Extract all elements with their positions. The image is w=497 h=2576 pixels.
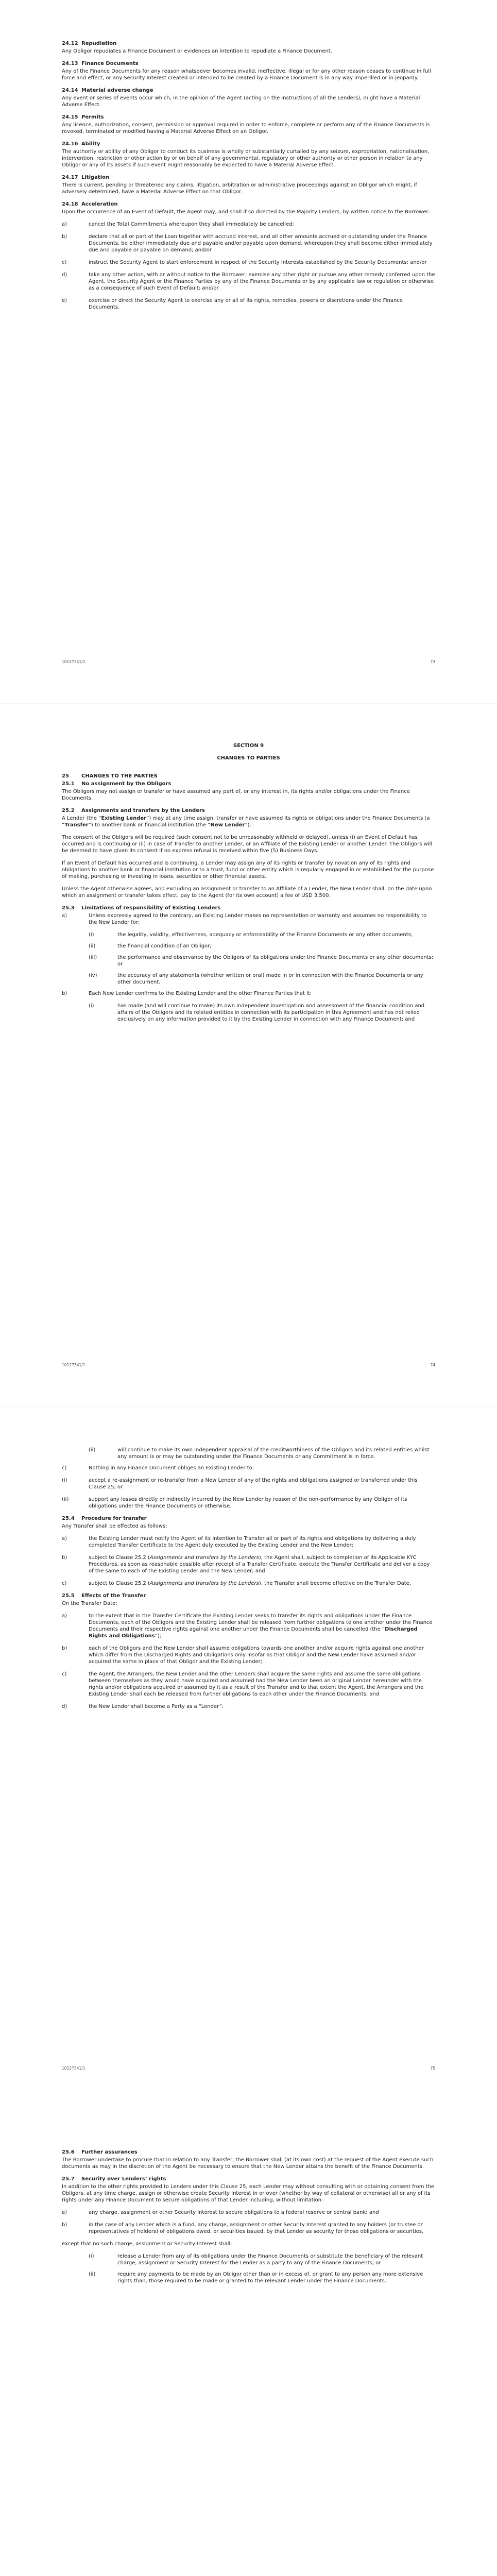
list-text: the accuracy of any statements (whether written or oral) made in or in connection with the Finance Documents or any other document. xyxy=(117,973,423,985)
clause-text: except that no such charge, assignment or Security Interest shall: xyxy=(62,2241,232,2247)
list-label: b) xyxy=(62,991,67,996)
list-label: c) xyxy=(62,1581,67,1586)
sub-list-item xyxy=(62,1447,435,1460)
list-item xyxy=(62,1465,435,1471)
list-text: the legality, validity, effectiveness, adequacy or enforceability of the Finance Documents or any other documents; xyxy=(117,932,413,938)
document-reference: 10127341/1 xyxy=(62,659,85,664)
clause-text: The Obligors may not assign or transfer or have assumed any part of, or any interest in, its rights and/or obligations under the Finance Documents. xyxy=(62,789,410,801)
list-label: (ii) xyxy=(89,943,96,949)
sub-list-item xyxy=(62,2253,435,2266)
list-label: e) xyxy=(62,298,67,303)
list-label: b) xyxy=(62,1646,67,1651)
clause-text: The Borrower undertake to procure that in relation to any Transfer, the Borrower shall (at its own cost) at the request of the Agent execute such documents as may in the discretion of the Agent be necessary to ensure that the New Lender attains the benefit of the Finance Documents. xyxy=(62,2157,434,2170)
clause-heading xyxy=(62,807,435,814)
list-label: (iii) xyxy=(89,955,97,960)
sub-list-item xyxy=(62,1003,435,1023)
list-item xyxy=(62,990,435,997)
list-item xyxy=(62,1580,435,1587)
list-text: the performance and observance by the Obligors of its obligations under the Finance Documents or any other documents; or xyxy=(117,955,434,967)
clause-title: Permits xyxy=(81,114,104,120)
clause-text: Any event or series of events occur which, in the opinion of the Agent (acting on the instructions of all the Lenders), might have a Material Adverse Effect. xyxy=(62,95,420,108)
clause-title: Ability xyxy=(81,141,100,147)
list-text: subject to Clause 25.2 (Assignments and transfers by the Lenders), the Agent shall, subject to completion of its Applicable KYC Procedures, as soon as reasonable possible after receipt of a Transfer Certificate, execute the Transfer Certificate and deliver a copy of the same to each of the Existing Lender and the New Lender; and xyxy=(89,1555,430,1574)
list-label: b) xyxy=(62,2222,67,2228)
list-item xyxy=(62,1496,435,1510)
clause-title: CHANGES TO THE PARTIES xyxy=(81,773,158,779)
list-text: will continue to make its own independent appraisal of the creditworthiness of the Obligors and its related entities whilst any amount is or may be outstanding under the Finance Documents or any Commitment is in force. xyxy=(117,1447,430,1460)
list-label: (i) xyxy=(89,2253,94,2259)
clause-text: The authority or ability of any Obligor to conduct its business is wholly or substantially curtailed by any seizure, expropriation, nationalisation, intervention, restriction or other action by or on behalf of any governmental, regulatory or other authority or other person in relation to any Obligor or any of its assets if such event might reasonably be expected to have a Material Adverse Effect. xyxy=(62,149,430,168)
list-text: Unless expressly agreed to the contrary, an Existing Lender makes no representation or warranty and assumes no responsibility to the New Lender for: xyxy=(89,913,427,925)
list-text: instruct the Security Agent to start enforcement in respect of the Security Interests established by the Security Documents; and/or xyxy=(89,260,427,265)
list-text: any charge, assignment or other Security Interest to secure obligations to a federal reserve or central bank; and xyxy=(89,2210,379,2215)
clause-title: Assignments and transfers by the Lenders xyxy=(81,808,205,814)
page-76 xyxy=(0,2110,497,2576)
clause-number: 25.1 xyxy=(62,781,75,787)
clause-number: 24.13 xyxy=(62,61,78,66)
defined-term: Transfer xyxy=(64,822,89,828)
list-label: a) xyxy=(62,222,67,227)
list-label: b) xyxy=(62,234,67,240)
clause-title: Effects of the Transfer xyxy=(81,1593,146,1599)
defined-term: New Lender xyxy=(210,822,245,828)
clause-title: Further assurances xyxy=(81,2149,138,2155)
clause-title: Security over Lenders’ rights xyxy=(81,2176,166,2182)
list-label: c) xyxy=(62,1671,67,1677)
list-item xyxy=(62,1554,435,1574)
clause-number: 25.3 xyxy=(62,905,75,911)
list-text: in the case of any Lender which is a fund, any charge, assignment or other Security Interest granted to any holders (or trustee or representatives of holders) of obligations owed, or securities issued, by that Lender as security for those obligations or securities, xyxy=(89,2222,424,2234)
list-item xyxy=(62,1613,435,1639)
list-text: to the extent that in the Transfer Certificate the Existing Lender seeks to transfer its rights and obligations under the Finance Documents, each of the Obligors and the Existing Lender shall be released from further obligations to one another under the Finance Documents and their respective rights against one another under the Finance Documents shall be cancelled (the “Discharged Rights and Obligations”); xyxy=(89,1613,433,1639)
list-label: a) xyxy=(62,1536,67,1541)
clause-heading xyxy=(62,781,435,787)
page-content xyxy=(62,1447,435,1716)
clause-reference: Assignments and transfers by the Lenders xyxy=(149,1581,259,1586)
clause-number: 25.4 xyxy=(62,1516,75,1521)
list-text: subject to Clause 25.2 (Assignments and transfers by the Lenders), the Transfer shall become effective on the Transfer Date. xyxy=(89,1581,411,1586)
page-content xyxy=(62,40,435,316)
list-item xyxy=(62,221,435,228)
clause-heading xyxy=(62,1515,435,1522)
clause-number: 24.18 xyxy=(62,201,78,207)
list-text: the financial condition of an Obligor; xyxy=(117,943,212,949)
clause-number: 24.12 xyxy=(62,41,78,46)
clause-number: 25.5 xyxy=(62,1593,75,1599)
sub-list-item xyxy=(62,954,435,968)
clause-number: 25 xyxy=(62,773,69,779)
list-item xyxy=(62,1477,435,1490)
page-75 xyxy=(0,1406,497,2110)
list-item xyxy=(62,2222,435,2235)
list-text: the New Lender shall become a Party as a “Lender”. xyxy=(89,1704,224,1709)
page-content xyxy=(62,742,435,1027)
clause-number: 25.7 xyxy=(62,2176,75,2182)
list-item xyxy=(62,1645,435,1665)
list-item xyxy=(62,2209,435,2216)
defined-term: Existing Lender xyxy=(101,816,147,821)
sub-list-item xyxy=(62,943,435,950)
list-label: c) xyxy=(62,260,67,265)
sub-list-item xyxy=(62,2271,435,2284)
page-number: 74 xyxy=(430,1363,435,1367)
list-text: the Agent, the Arrangers, the New Lender and the other Lenders shall acquire the same rights and assume the same obligations between themselves as they would have acquired and assumed had the New Lender been an original Lender hereunder with the rights and/or obligations acquired or assumed by it as a result of the Transfer and to that extent the Agent, the Arrangers and the Existing Lender shall each be released from further obligations to each other under the Finance Documents; and xyxy=(89,1671,424,1697)
clause-title: No assignment by the Obligors xyxy=(81,781,172,787)
list-label: (i) xyxy=(89,932,94,938)
page-73 xyxy=(0,0,497,703)
clause-text: Unless the Agent otherwise agrees, and excluding an assignment or transfer to an Affiliate of a Lender, the New Lender shall, on the date upon which an assignment or transfer takes effect, pay to the Agent (for its own account) a fee of USD 3,500. xyxy=(62,886,432,899)
list-text: Nothing in any Finance Document obliges an Existing Lender to: xyxy=(89,1465,254,1471)
clause-text: If an Event of Default has occurred and is continuing, a Lender may assign any of its rights or transfer by novation any of its rights and obligations to another bank or financial institution or to a trust, fund or other entity which is regularly engaged in or established for the purpose of making, purchasing or investing in loans, securities or other financial assets. xyxy=(62,860,434,879)
list-label: c) xyxy=(62,1465,67,1471)
clause-text: There is current, pending or threatened any claims, litigation, arbitration or administrative proceedings against an Obligor which might, if adversely determined, have a Material Adverse Effect on that Obligor. xyxy=(62,182,417,195)
clause-text: On the Transfer Date: xyxy=(62,1601,117,1606)
list-label: (iv) xyxy=(89,973,97,978)
list-label: (i) xyxy=(89,1003,94,1009)
document-reference: 10127341/1 xyxy=(62,1363,85,1367)
list-label: (ii) xyxy=(89,2272,96,2277)
clause-heading xyxy=(62,2176,435,2182)
clause-heading xyxy=(62,905,435,911)
list-text: each of the Obligors and the New Lender shall assume obligations towards one another and/or acquire rights against one another which differ from the Discharged Rights and Obligations only insofar as that Obligor and the New Lender have assumed and/or acquired the same in place of that Obligor and the Existing Lender; xyxy=(89,1646,424,1665)
clause-heading xyxy=(62,174,435,181)
clause-title: Limitations of responsibility of Existing Lenders xyxy=(81,905,221,911)
list-text: the Existing Lender must notify the Agent of its intention to Transfer all or part of its rights and obligations by delivering a duly completed Transfer Certificate to the Agent duly executed by the Existing Lender and the New Lender; xyxy=(89,1536,416,1548)
list-item xyxy=(62,1671,435,1698)
list-text: has made (and will continue to make) its own independent investigation and assessment of the financial condition and affairs of the Obligors and its related entities in connection with its participation in this Agreement and has not relied exclusively on any information provided to it by the Existing Lender in connection with any Finance Document; and xyxy=(117,1003,425,1022)
clause-number: 24.15 xyxy=(62,114,78,120)
clause-heading xyxy=(62,40,435,47)
clause-number: 24.17 xyxy=(62,175,78,180)
clause-title: Acceleration xyxy=(81,201,118,207)
list-label: d) xyxy=(62,272,67,278)
list-item xyxy=(62,272,435,292)
page-content xyxy=(62,2149,435,2289)
list-label: d) xyxy=(62,1704,67,1709)
list-item xyxy=(62,259,435,266)
list-label: a) xyxy=(62,2210,67,2215)
list-text: require any payments to be made by an Obligor other than or in excess of, or grant to any person any more extensive rights than, those required to be made or granted to the relevant Lender under the Finance Documents. xyxy=(117,2272,423,2284)
clause-heading xyxy=(62,773,435,779)
sub-list-item xyxy=(62,931,435,938)
clause-text: Upon the occurrence of an Event of Default, the Agent may, and shall if so directed by the Majority Lenders, by written notice to the Borrower: xyxy=(62,209,430,215)
list-label: (ii) xyxy=(62,1497,69,1502)
clause-heading xyxy=(62,1592,435,1599)
page-74 xyxy=(0,703,497,1406)
clause-number: 25.2 xyxy=(62,808,75,814)
list-text: accept a re-assignment or re-transfer from a New Lender of any of the rights and obligations assigned or transferred under this Clause 25; or xyxy=(89,1478,418,1490)
list-text: Each New Lender confirms to the Existing Lender and the other Finance Parties that it: xyxy=(89,991,312,996)
list-text: take any other action, with or without notice to the Borrower, exercise any other right or pursue any other remedy conferred upon the Agent, the Security Agent or the Finance Parties by any of the Finance Documents or by any applicable law or regulation or otherwise as a consequence of such Event of Default; and/or xyxy=(89,272,435,291)
clause-heading xyxy=(62,114,435,121)
list-item xyxy=(62,1535,435,1549)
list-item xyxy=(62,233,435,253)
list-text: release a Lender from any of its obligations under the Finance Documents or substitute the beneficiary of the relevant charge, assignment or Security Interest for the Lender as a party to any of the Finance Documents; or xyxy=(117,2253,423,2266)
list-text: declare that all or part of the Loan together with accrued interest, and all other amounts accrued or outstanding under the Finance Documents, be either immediately due and payable and/or payable upon demand, whereupon they shall become either immediately due and payable or payable on demand; and/or xyxy=(89,234,433,253)
clause-text: Any licence, authorization, consent, permission or approval required in order to enforce, complete or perform any of the Finance Documents is revoked, terminated or modified having a Material Adverse Effect on an Obligor. xyxy=(62,122,430,134)
clause-heading xyxy=(62,141,435,147)
clause-reference: Assignments and transfers by the Lenders xyxy=(149,1555,259,1561)
list-label: a) xyxy=(62,1613,67,1619)
clause-text: In addition to the other rights provided to Lenders under this Clause 25, each Lender may without consulting with or obtaining consent from the Obligors, at any time charge, assign or otherwise create Security Interest in or over (whether by way of collateral or otherwise) all or any of its rights under any Finance Document to secure obligations of that Lender including, without limitation: xyxy=(62,2184,435,2203)
clause-heading xyxy=(62,2149,435,2156)
clause-number: 24.16 xyxy=(62,141,78,147)
list-label: a) xyxy=(62,913,67,919)
clause-title: Repudiation xyxy=(81,41,117,46)
clause-heading xyxy=(62,201,435,208)
clause-text: A Lender (the “Existing Lender”) may at any time assign, transfer or have assumed its rights or obligations under the Finance Documents (a “Transfer”) to another bank or financial institution (the “New Lender”). xyxy=(62,816,430,828)
list-text: support any losses directly or indirectly incurred by the New Lender by reason of the non-performance by any Obligor of its obligations under the Finance Documents or otherwise. xyxy=(89,1497,407,1509)
list-text: exercise or direct the Security Agent to exercise any or all of its rights, remedies, powers or discretions under the Finance Documents. xyxy=(89,298,403,310)
clause-title: Litigation xyxy=(81,175,110,180)
clause-text: The consent of the Obligors will be required (such consent not to be unreasonably withheld or delayed), unless (i) an Event of Default has occurred and is continuing or (ii) in case of Transfer to another Lender, or an Affiliate of the Existing Lender or another Lender. The Obligors will be deemed to have given its consent if no express refusal is received within five (5) Business Days. xyxy=(62,835,433,854)
section-title: CHANGES TO PARTIES xyxy=(217,755,280,761)
clause-title: Finance Documents xyxy=(81,61,139,66)
list-item xyxy=(62,297,435,311)
clause-text: Any Transfer shall be effected as follows: xyxy=(62,1523,167,1529)
list-label: (ii) xyxy=(89,1447,96,1453)
clause-number: 24.14 xyxy=(62,88,78,93)
clause-title: Material adverse change xyxy=(81,88,153,93)
list-label: b) xyxy=(62,1555,67,1561)
clause-text: Any Obligor repudiates a Finance Document or evidences an intention to repudiate a Finance Document. xyxy=(62,48,332,54)
clause-number: 25.6 xyxy=(62,2149,75,2155)
list-text: cancel the Total Commitments whereupon they shall immediately be cancelled; xyxy=(89,222,294,227)
list-item xyxy=(62,912,435,926)
sub-list-item xyxy=(62,972,435,986)
clause-heading xyxy=(62,60,435,67)
clause-heading xyxy=(62,87,435,94)
clause-text: Any of the Finance Documents for any reason whatsoever becomes invalid, ineffective, illegal or for any other reason ceases to continue in full force and effect, or any Security Interest created or intended to be created by a Finance Document is in any way imperilled or in jeopardy. xyxy=(62,69,431,81)
clause-title: Procedure for transfer xyxy=(81,1516,147,1521)
list-label: (i) xyxy=(62,1478,67,1483)
page-number: 73 xyxy=(430,659,435,664)
list-item xyxy=(62,1703,435,1710)
section-label: SECTION 9 xyxy=(233,743,264,749)
document-reference: 10127341/1 xyxy=(62,2066,85,2071)
page-number: 75 xyxy=(430,2066,435,2071)
defined-term: Discharged Rights and Obligations xyxy=(89,1626,418,1639)
